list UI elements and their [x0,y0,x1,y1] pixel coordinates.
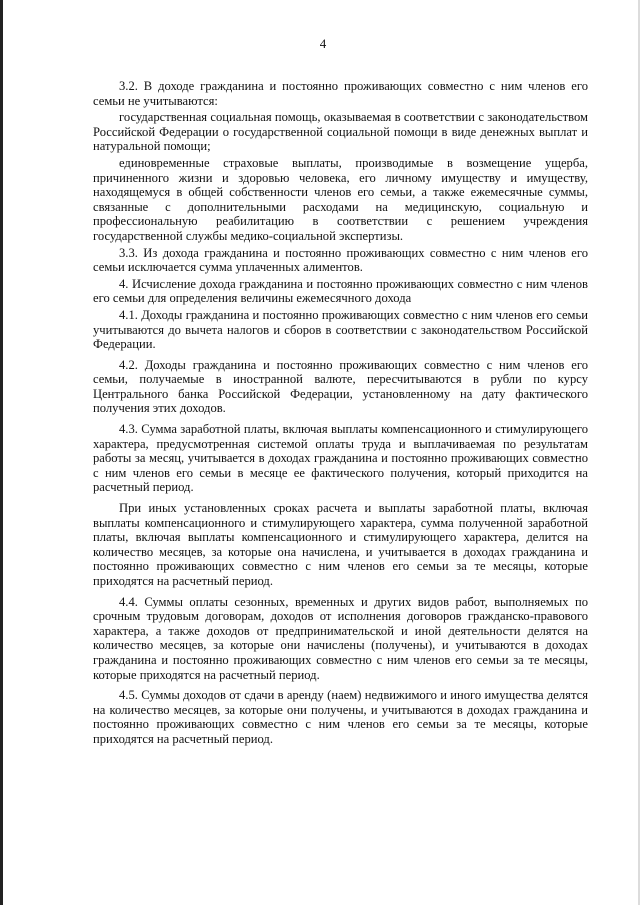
paragraph-4-2: 4.2. Доходы гражданина и постоянно проживающих совместно с ним членов его семьи, получаемые в иностранной валюте, пересчитываются в рубли по курсу Центрального банка Российской Федерации, установленному на дату фактического получения этих доходов. [93,357,588,416]
document-body [93,79,588,749]
paragraph-4-1: 4.1. Доходы гражданина и постоянно проживающих совместно с ним членов его семьи учитываются до вычета налогов и сборов в соответствии с законодательством Российской Федерации. [93,307,588,352]
paragraph-3-2-item-1: государственная социальная помощь, оказываемая в соответствии с законодательством Российской Федерации о государственной социальной помощи в виде денежных выплат и натуральной помощи; [93,110,588,154]
paragraph-3-3: 3.3. Из дохода гражданина и постоянно проживающих совместно с ним членов его семьи исключается сумма уплаченных алиментов. [93,245,588,275]
section-4-heading: 4. Исчисление дохода гражданина и постоянно проживающих совместно с ним членов его семьи для определения величины ежемесячного дохода [93,276,588,306]
paragraph-3-2-item-2: единовременные страховые выплаты, производимые в возмещение ущерба, причиненного жизни и здоровью человека, его личному имуществу и имуществу, находящемуся в общей собственности членов его семьи, а также ежемесячные суммы, связанные с дополнительными расходами на медицинскую, социальную и профессиональную реабилитацию в соответствии с решением учреждения государственной службы медико-социальной экспертизы. [93,155,588,243]
paragraph-3-2: 3.2. В доходе гражданина и постоянно проживающих совместно с ним членов его семьи не учитываются: [93,79,588,108]
paragraph-4-3-continued: При иных установленных сроках расчета и выплаты заработной платы, включая выплаты компенсационного и стимулирующего характера, сумма полученной заработной платы, включая выплаты компенсационного и стимулирующего характера, делится на количество месяцев, за которые она начислена, и учитывается в доходах гражданина и постоянно проживающих совместно с ним членов его семьи за те месяцы, которые приходятся на расчетный период. [93,501,588,588]
paragraph-4-4: 4.4. Суммы оплаты сезонных, временных и других видов работ, выполняемых по срочным трудовым договорам, доходов от исполнения договоров гражданско-правового характера, а также доходов от предпринимательской и иной деятельности делятся на количество месяцев, за которые они начислены (получены), и учитываются в доходах гражданина и постоянно проживающих совместно с ним членов его семьи за те месяцы, которые приходятся на расчетный период. [93,594,588,682]
paragraph-4-5: 4.5. Суммы доходов от сдачи в аренду (наем) недвижимого и иного имущества делятся на количество месяцев, за которые они получены, и учитываются в доходах гражданина и постоянно проживающих совместно с ним членов его семьи за те месяцы, которые приходятся на расчетный период. [93,688,588,746]
page-number: 4 [319,36,327,51]
paragraph-4-3: 4.3. Сумма заработной платы, включая выплаты компенсационного и стимулирующего характера, предусмотренная системой оплаты труда и выплачиваемая по результатам работы за месяц, учитывается в доходах гражданина и постоянно проживающих совместно с ним членов его семьи в месяце ее фактического получения, который приходится на расчетный период. [93,422,588,495]
